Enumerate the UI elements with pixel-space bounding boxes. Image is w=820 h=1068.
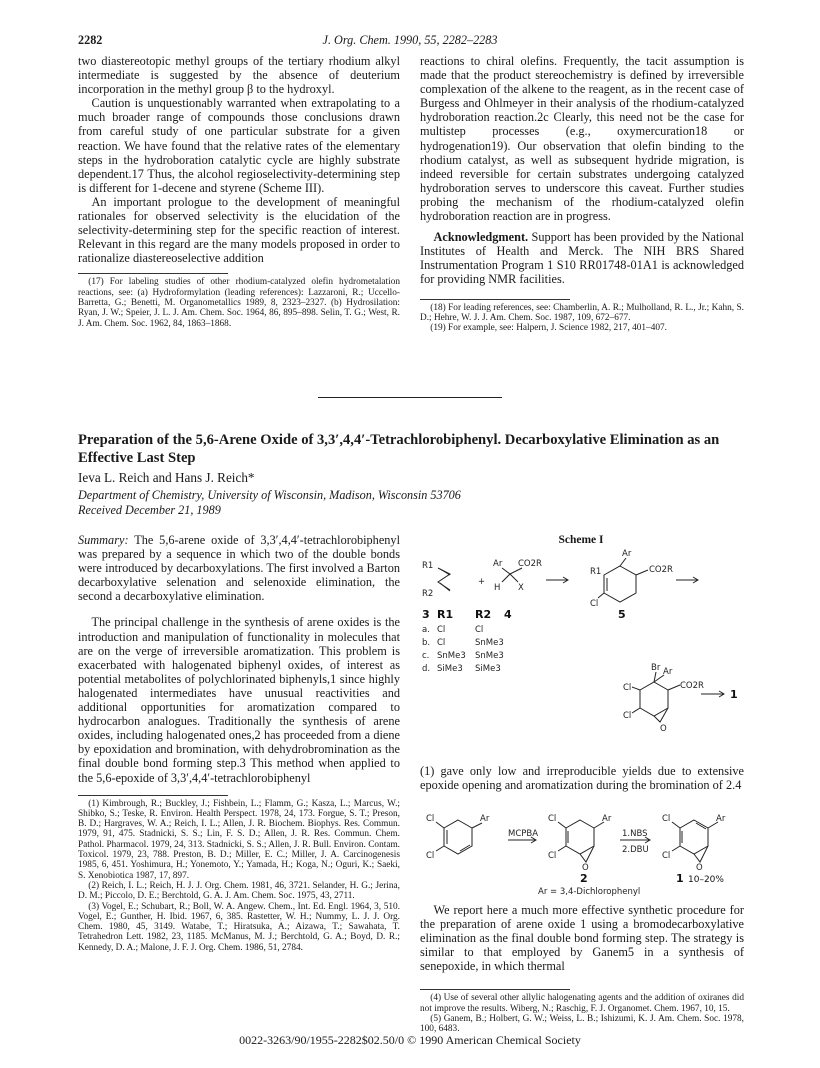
compound-number: 1 (730, 688, 738, 701)
compound-number: 5 (618, 608, 626, 621)
label-ar: Ar (602, 814, 612, 824)
article-title: Preparation of the 5,6-Arene Oxide of 3,3′,4,4′-Tetrachlorobiphenyl. Decarboxylative Elimination as an Effective Last Step (78, 432, 720, 466)
label-r2: R2 (422, 589, 434, 599)
table-cell: SnMe3 (475, 651, 504, 661)
ar-bond (620, 558, 626, 566)
label-cl: Cl (548, 814, 557, 824)
article-affiliation (78, 488, 461, 518)
cl-bond (632, 687, 640, 690)
cl-bond (436, 822, 444, 828)
table-cell: Cl (437, 625, 446, 635)
diene-double-bond (440, 583, 450, 591)
summary-text: The 5,6-arene oxide of 3,3′,4,4′-tetrachlorobiphenyl was prepared by a sequence in which two of the double bonds were introduced by decarboxylations. The first involved a Barton decarboxylative selenation and selenoxide elimination, the second a decarboxylative elimination. (78, 533, 400, 604)
cl-bond (558, 846, 566, 851)
label-ar: Ar (480, 814, 490, 824)
label-cl: Cl (623, 683, 632, 693)
reagent-dbu: 2.DBU (622, 845, 649, 855)
table-cell: SiMe3 (475, 664, 501, 674)
paragraph: reactions to chiral olefins. Frequently, the tacit assumption is made that the product stereochemistry is defined by irreversible complexation of the alkene to the reagent, as in the recent case of Burgess and Ohlmeyer in their analysis of the rhodium-catalyzed hydroboration reaction.2c Clearly, this need not be the case for multistep processes (e.g., oxymercuration18 or hydrogenation19). Our observation that olefin binding to the rhodium catalyst, as well as subsequent hydride migration, is indeed reversible for certain substrates undergoing catalyzed hydroboration serves to underscore this caveat. Further studies probing the mechanism of the rhodium-catalyzed olefin hydroboration reaction are in progress. (420, 54, 744, 224)
table-cell: Cl (475, 625, 484, 635)
reagent-nbs: 1.NBS (622, 829, 648, 839)
ar-definition: Ar = 3,4-Dichlorophenyl (538, 887, 641, 897)
acknowledgment-text: Support has been provided by the National Institutes of Health and Merck. The NIH BRS Shared Instrumentation Program 1 S10 RR01748-01A1 is acknowledged for providing NMR facilities. (420, 230, 744, 287)
footnote: (18) For leading references, see: Chamberlin, A. R.; Mulholland, R. L., Jr.; Kahn, S. D.; Hehre, W. J. J. Am. Chem. Soc. 1987, 109, 672–677. (420, 302, 744, 323)
table-cell: SiMe3 (437, 664, 463, 674)
label-cl: Cl (662, 851, 671, 861)
footnotes (420, 303, 744, 334)
label-ar: Ar (663, 667, 673, 677)
footnote-rule (420, 989, 570, 990)
footnote: (5) Ganem, B.; Holbert, G. W.; Weiss, L. B.; Ishizumi, K. J. Am. Chem. Soc. 1978, 100, 6483. (420, 1014, 744, 1035)
label-cl: Cl (662, 814, 671, 824)
ester-bond (668, 685, 680, 690)
summary (78, 533, 400, 603)
dienophile-bond (510, 574, 518, 582)
footnote: (4) Use of several other allylic halogenating agents and the addition of oxiranes did not improve the results. Wiberg, N.; Raschig, F. J. Organomet. Chem. 1967, 10, 15. (420, 993, 744, 1014)
label-o: O (696, 863, 703, 873)
column-header-r2: R2 (475, 608, 492, 621)
paragraph: (1) gave only low and irreproducible yields due to extensive epoxide opening and aromatization during the bromination of 2.4 (420, 764, 744, 793)
paragraph: two diastereotopic methyl groups of the tertiary rhodium alkyl intermediate is suggested by the absence of deuterium incorporation in the methyl group β to the hydroxyl. (78, 54, 400, 97)
top-left-column (78, 54, 400, 329)
bottom-right-column-2 (420, 903, 744, 1035)
label-ar: Ar (493, 559, 503, 569)
footnotes (420, 993, 744, 1034)
ring-epoxide (640, 682, 668, 716)
cl-bond (632, 708, 640, 713)
label-cl: Cl (623, 711, 632, 721)
label-o: O (582, 863, 589, 873)
table-cell: a. (422, 625, 430, 635)
label-o: O (660, 724, 667, 734)
paragraph: An important prologue to the development of meaningful rationales for observed selectivity is the elucidation of the selectivity-determining step for the specific reaction of interest. Relevant in this regard are the many models proposed in order to rationalize diastereoselective addition (78, 194, 400, 266)
scheme-i (418, 534, 744, 756)
page-footer: 0022-3263/90/1955-2282$02.50/0 © 1990 American Chemical Society (239, 1033, 581, 1047)
paragraph: The principal challenge in the synthesis of arene oxides is the introduction and manipulation of functionality in molecules that are on the verge of irreversible aromatization. This problem is exacerbated with halogenated biphenyl oxides, of interest as potential metabolites of polychlorinated biphenyls,1 since highly halogenated intermediates have unusual reactivities and additional opportunities for aromatization compared to hydrocarbon analogues. Traditionally the synthesis of arene oxides, including halogenated ones,2 has proceeded from a diene by epoxidation and bromination, with dehydrobromination as the final double bond forming step.3 This method when applied to the 5,6-epoxide of 3,3′,4,4′-tetrachlorobiphenyl (78, 615, 400, 785)
label-r1: R1 (590, 567, 602, 577)
reaction-drawing (418, 808, 744, 898)
reaction-scheme (418, 808, 744, 898)
label-plus: + (478, 577, 486, 587)
scheme-title: Scheme I (558, 534, 604, 546)
epoxide-bridge (580, 846, 594, 862)
label-co2r: CO2R (518, 559, 542, 569)
footnotes (78, 799, 400, 953)
article-authors: Ieva L. Reich and Hans J. Reich* (78, 470, 255, 485)
footnote: (19) For example, see: Halpern, J. Science 1982, 217, 401–407. (430, 323, 667, 334)
journal-citation: J. Org. Chem. 1990, 55, 2282–2283 (322, 33, 498, 47)
cl-bond (672, 822, 680, 828)
footnote: (17) For labeling studies of other rhodium-catalyzed olefin hydrometalation reactions, see: (a) Hydroformylation (leading references): Lazzaroni, R.; Uccello-Barretta, G.; Benetti, M. Organometallics 1989, 8, 2323–2327. (b) Hydrosilation: Ryan, J. W.; Speier, J. L. J. Am. Chem. Soc. 1964, 86, 895–898. Selin, T. G.; West, R. J. Am. Chem. Soc. 1962, 84, 1863–1868. (78, 277, 400, 329)
reagent-mcpba: MCPBA (508, 829, 539, 839)
cl-bond (558, 822, 566, 828)
ester-bond (636, 570, 648, 575)
footnote: (1) Kimbrough, R.; Buckley, J.; Fishbein, L.; Flamm, G.; Kasza, L.; Marcus, W.; Shibko, S.; Teske, R. Environ. Health Perspect. 1978, 24, 173. Forgue, S. T.; Preson, B. D.; Hargraves, W. A.; Reich, I. L.; Allen, J. R. Biochem. Biophys. Res. Commun. 1979, 91, 475. Stadnicki, S. S.; Lin, F. S. D.; Allen, J. R. Res. Commun. Chem. Pathol. Pharmacol. 1979, 24, 313. Stadnicki, S. S.; Allen, J. R. Bull. Environ. Contam. Toxicol. 1979, 23, 788. Preston, B. D.; Miller, E. C.; Miller, J. A. Carcinogenesis 1985, 6, 451. Yoshimura, H.; Yonemoto, Y.; Yamada, H.; Koga, N.; Oguri, K.; Saeki, S. Xenobiotica 1987, 17, 897. (78, 798, 400, 881)
label-x: X (518, 583, 524, 593)
label-ar: Ar (622, 549, 632, 559)
running-header (78, 33, 742, 49)
top-right-column (420, 54, 744, 333)
substituent-table (422, 625, 504, 674)
label-co2r: CO2R (649, 565, 673, 575)
epoxide-bridge (694, 846, 708, 862)
cl-bond (436, 846, 444, 851)
table-cell: SnMe3 (475, 638, 504, 648)
column-header-r1: R1 (437, 608, 454, 621)
received-date: Received December 21, 1989 (78, 503, 221, 517)
dienophile-bond (502, 568, 510, 582)
compound-number: 3 (422, 608, 430, 621)
ring-1 (680, 820, 708, 854)
label-br: Br (651, 663, 661, 673)
label-h: H (494, 583, 501, 593)
compound-number: 4 (504, 608, 512, 621)
bottom-right-column-1 (420, 764, 744, 792)
page-number: 2282 (78, 33, 103, 47)
table-cell: d. (422, 664, 431, 674)
scheme-drawing (418, 534, 744, 756)
footnote-rule (420, 299, 570, 300)
footnote-rule (78, 273, 228, 274)
diene-double-bond (440, 569, 450, 575)
table-cell: Cl (437, 638, 446, 648)
ring-5 (604, 566, 636, 602)
affiliation: Department of Chemistry, University of Wisconsin, Madison, Wisconsin 53706 (78, 488, 461, 502)
paragraph: We report here a much more effective synthetic procedure for the preparation of arene oxide 1 using a bromodecarboxylative elimination as the final double bond forming step. The strategy is similar to that employed by Ganem5 in a synthesis of senepoxide, in which thermal (420, 903, 744, 974)
label-cl: Cl (590, 599, 599, 609)
article-separator (318, 397, 502, 398)
footnotes (78, 277, 400, 328)
bottom-left-column (78, 533, 400, 953)
label-cl: Cl (426, 851, 435, 861)
ring-diene (444, 820, 472, 854)
footnote-rule (78, 795, 228, 796)
table-cell: SnMe3 (437, 651, 466, 661)
ring-2 (566, 820, 594, 854)
cl-bond (672, 846, 680, 851)
acknowledgment (420, 230, 744, 286)
acknowledgment-heading: Acknowledgment. (433, 230, 529, 245)
table-cell: c. (422, 651, 430, 661)
footnote: (2) Reich, I. L.; Reich, H. J. J. Org. Chem. 1981, 46, 3721. Selander, H. G.; Jerina, D. M.; Piccolo, D. E.; Berchtold, G. A. J. Am. Chem. Soc. 1975, 43, 2711. (78, 880, 400, 902)
label-ar: Ar (716, 814, 726, 824)
label-r1: R1 (422, 561, 434, 571)
label-cl: Cl (548, 851, 557, 861)
yield: 10–20% (688, 875, 724, 885)
compound-number: 2 (580, 872, 588, 885)
cl-bond (598, 593, 604, 598)
compound-number: 1 (676, 872, 684, 885)
table-cell: b. (422, 638, 431, 648)
paragraph: Caution is unquestionably warranted when extrapolating to a much broader range of compounds those conclusions drawn from careful study of one particular substrate for a given reaction. We have found that the relative rates of the elementary steps in the hydroboration catalytic cycle are highly substrate dependent.17 Thus, the alcohol regioselectivity-determining step is different for 1-decene and styrene (Scheme III). (78, 96, 400, 195)
summary-label: Summary: (78, 533, 129, 547)
label-co2r: CO2R (680, 681, 704, 691)
label-cl: Cl (426, 814, 435, 824)
footnote: (3) Vogel, E.; Schubart, R.; Boll, W. A. Angew. Chem., Int. Ed. Engl. 1964, 3, 510. Vogel, E.; Gunther, H. Ibid. 1967, 6, 385. Rastetter, W. H.; Nummy, L. J. J. Org. Chem. 1980, 45, 3149. Watabe, T.; Hiratsuka, A.; Aizawa, T.; Sawahata, T. Tetrahedron Lett. 1982, 23, 1185. McManus, M. J.; Berchtold, G. A.; Boyd, D. R.; Kennedy, D. A.; Malone, J. F. J. Org. Chem. 1986, 51, 2784. (78, 901, 400, 953)
